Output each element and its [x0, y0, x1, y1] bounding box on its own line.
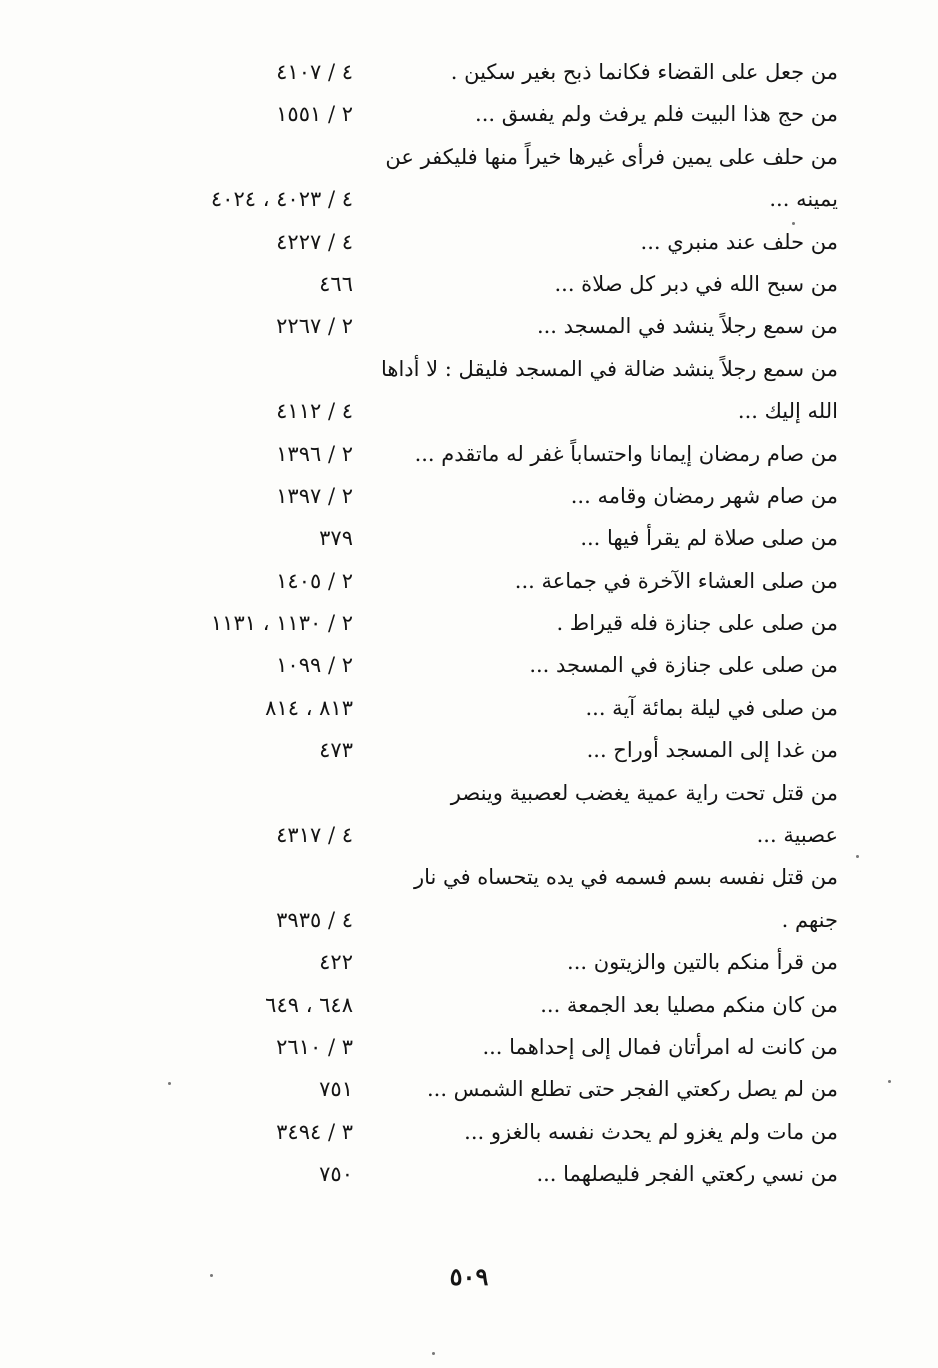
index-entry	[0, 1069, 938, 1111]
index-entry	[0, 391, 938, 433]
index-entry	[0, 434, 938, 476]
entry-reference: ٧٥٠	[319, 1162, 353, 1187]
entry-text: من صلى على جنازة فله قيراط .	[556, 611, 838, 636]
entry-text: من صام شهر رمضان وقامه ...	[570, 483, 838, 508]
entry-reference: ٤ / ٤٠٢٣ ، ٤٠٢٤	[210, 187, 353, 212]
entry-text: من صلى على جنازة في المسجد ...	[529, 653, 838, 678]
index-entry	[0, 518, 938, 560]
entry-reference: ٨١٣ ، ٨١٤	[265, 695, 353, 720]
entry-text: من حلف على يمين فرأى غيرها خيراً منها فليكفر عن	[385, 144, 838, 169]
index-entry	[0, 264, 938, 306]
entry-text: من مات ولم يغزو لم يحدث نفسه بالغزو ...	[464, 1119, 838, 1144]
entry-reference: ٤٧٣	[319, 738, 353, 763]
entry-reference: ٢ / ١٥٥١	[276, 102, 353, 127]
entry-text: من قتل نفسه بسم فسمه في يده يتحساه في نار	[414, 865, 838, 890]
index-entry	[0, 773, 938, 815]
entry-text: من حج هذا البيت فلم يرفث ولم يفسق ...	[475, 102, 838, 127]
index-entry	[0, 815, 938, 857]
entry-reference: ٧٥١	[319, 1077, 353, 1102]
index-entry	[0, 645, 938, 687]
entry-text: من سمع رجلاً ينشد في المسجد ...	[536, 314, 838, 339]
entry-text: من نسي ركعتي الفجر فليصلهما ...	[536, 1162, 838, 1187]
scan-speck	[888, 1080, 891, 1083]
entry-text: من صلى العشاء الآخرة في جماعة ...	[514, 568, 838, 593]
entry-reference: ٢ / ٢٢٦٧	[276, 314, 353, 339]
entry-text: من كانت له امرأتان فمال إلى إحداهما ...	[482, 1034, 838, 1059]
index-entry	[0, 137, 938, 179]
entry-reference: ٤ / ٤١٠٧	[276, 60, 353, 84]
entry-reference: ٣٧٩	[319, 526, 353, 551]
index-entry	[0, 985, 938, 1027]
entry-text: من كان منكم مصليا بعد الجمعة ...	[540, 992, 838, 1017]
scan-speck	[210, 1274, 213, 1277]
index-entry	[0, 561, 938, 603]
entry-text: من قتل تحت راية عمية يغضب لعصبية وينصر	[450, 780, 838, 805]
scan-speck	[432, 1352, 435, 1355]
index-entry	[0, 603, 938, 645]
entry-text: عصبية ...	[756, 823, 838, 848]
entry-reference: ٤ / ٤١١٢	[276, 399, 353, 424]
index-entry	[0, 1112, 938, 1154]
entry-text: من سمع رجلاً ينشد ضالة في المسجد فليقل : لا أداها	[380, 356, 838, 381]
entry-reference: ٢ / ١٣٩٦	[276, 441, 353, 466]
index-entry	[0, 857, 938, 899]
index-entry	[0, 306, 938, 348]
hadith-index-list	[0, 52, 938, 1197]
entry-text: من صلى صلاة لم يقرأ فيها ...	[580, 526, 838, 551]
entry-reference: ٢ / ١١٣٠ ، ١١٣١	[210, 611, 353, 636]
index-entry	[0, 94, 938, 136]
entry-text: الله إليك ...	[737, 399, 838, 424]
index-entry	[0, 1154, 938, 1196]
index-entry	[0, 1027, 938, 1069]
entry-reference: ٤٦٦	[319, 271, 353, 296]
page-number: ٥٠٩	[449, 1262, 489, 1291]
index-entry	[0, 222, 938, 264]
entry-text: يمينه ...	[769, 187, 838, 212]
scan-speck	[168, 1082, 171, 1085]
entry-reference: ٤ / ٤٢٢٧	[276, 229, 353, 254]
entry-reference: ٦٤٨ ، ٦٤٩	[265, 992, 353, 1017]
index-entry	[0, 730, 938, 772]
entry-reference: ٢ / ١٤٠٥	[276, 568, 353, 593]
index-entry	[0, 52, 938, 94]
entry-reference: ٤ / ٤٣١٧	[276, 823, 353, 848]
entry-text: من حلف عند منبري ...	[640, 229, 838, 254]
index-entry	[0, 900, 938, 942]
entry-text: من غدا إلى المسجد أوراح ...	[586, 738, 838, 763]
entry-reference: ٤ / ٣٩٣٥	[276, 907, 353, 932]
entry-reference: ٤٢٢	[319, 950, 353, 975]
entry-text: من صلى في ليلة بمائة آية ...	[585, 695, 838, 720]
entry-reference: ٢ / ١٣٩٧	[276, 483, 353, 508]
entry-reference: ٣ / ٣٤٩٤	[276, 1119, 353, 1144]
index-entry	[0, 349, 938, 391]
entry-text: من صام رمضان إيمانا واحتساباً غفر له ماتقدم ...	[414, 441, 838, 466]
entry-text: جنهم .	[781, 907, 838, 932]
entry-text: من لم يصل ركعتي الفجر حتى تطلع الشمس ...	[426, 1077, 838, 1102]
entry-reference: ٣ / ٢٦١٠	[276, 1034, 353, 1059]
index-entry	[0, 942, 938, 984]
index-entry	[0, 476, 938, 518]
entry-text: من قرأ منكم بالتين والزيتون ...	[567, 950, 838, 975]
index-entry	[0, 179, 938, 221]
scan-speck	[856, 855, 859, 858]
entry-reference: ٢ / ١٠٩٩	[276, 653, 353, 678]
entry-text: من جعل على القضاء فكانما ذبح بغير سكين .	[450, 60, 838, 84]
index-entry	[0, 688, 938, 730]
scan-speck	[792, 222, 795, 225]
entry-text: من سبح الله في دبر كل صلاة ...	[554, 271, 838, 296]
